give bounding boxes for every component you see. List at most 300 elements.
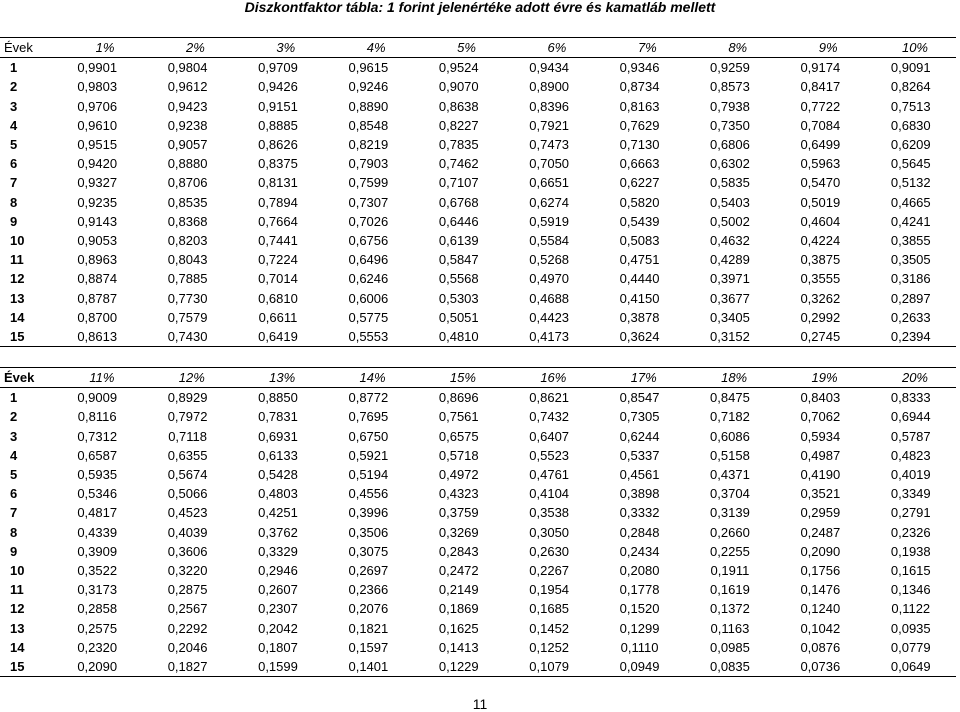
discount-factor-cell: 0,1619	[710, 582, 750, 598]
discount-factor-cell: 0,4810	[438, 328, 479, 344]
table-row	[0, 327, 956, 347]
discount-factor-cell: 0,9009	[77, 390, 118, 406]
discount-factor-cell: 0,3624	[619, 328, 660, 344]
rate-column-header: 9%	[818, 40, 838, 56]
discount-factor-cell: 0,9235	[77, 194, 118, 210]
discount-factor-cell: 0,4632	[710, 232, 750, 248]
discount-factor-cell: 0,6651	[529, 175, 570, 191]
discount-factor-cell: 0,7441	[258, 232, 298, 248]
table-row	[0, 465, 956, 484]
year-cell: 15	[10, 328, 25, 344]
discount-factor-cell: 0,4190	[800, 467, 841, 483]
discount-factor-cell: 0,1615	[890, 562, 931, 578]
rate-column-header: 2%	[185, 40, 205, 56]
discount-factor-cell: 0,5553	[348, 328, 389, 344]
discount-factor-cell: 0,3521	[800, 486, 841, 502]
discount-factor-cell: 0,2394	[890, 328, 931, 344]
discount-factor-cell: 0,4817	[77, 505, 118, 521]
discount-factor-cell: 0,6086	[710, 428, 750, 444]
discount-factor-cell: 0,1413	[438, 639, 479, 655]
discount-factor-cell: 0,3759	[438, 505, 479, 521]
year-cell: 3	[10, 428, 18, 444]
discount-factor-cell: 0,6663	[619, 156, 660, 172]
discount-factor-cell: 0,6587	[77, 447, 118, 463]
discount-factor-cell: 0,8403	[800, 390, 841, 406]
discount-factor-cell: 0,8696	[438, 390, 479, 406]
discount-factor-cell: 0,4688	[529, 290, 570, 306]
discount-factor-cell: 0,7050	[529, 156, 570, 172]
discount-factor-cell: 0,6246	[348, 271, 389, 287]
discount-factor-cell: 0,4104	[529, 486, 570, 502]
table-row	[0, 308, 956, 327]
discount-factor-cell: 0,7894	[258, 194, 298, 210]
discount-factor-cell: 0,0779	[890, 639, 931, 655]
discount-factor-cell: 0,2080	[619, 562, 660, 578]
year-cell: 6	[10, 156, 18, 172]
discount-factor-cell: 0,3505	[890, 252, 931, 268]
table-row	[0, 618, 956, 637]
discount-factor-cell: 0,9610	[77, 117, 118, 133]
discount-factor-cell: 0,1042	[800, 620, 841, 636]
discount-factor-cell: 0,7972	[167, 409, 208, 425]
discount-factor-cell: 0,3898	[619, 486, 660, 502]
discount-factor-cell: 0,9803	[77, 79, 118, 95]
discount-factor-cell: 0,8900	[529, 79, 570, 95]
table-row	[0, 599, 956, 618]
discount-factor-cell: 0,7430	[167, 328, 208, 344]
discount-factor-cell: 0,2843	[438, 543, 479, 559]
discount-factor-cell: 0,9057	[167, 137, 208, 153]
discount-factor-cell: 0,2875	[167, 582, 208, 598]
discount-factor-cell: 0,9423	[167, 98, 208, 114]
year-cell: 12	[10, 271, 25, 287]
discount-factor-cell: 0,8227	[438, 117, 479, 133]
discount-factor-cell: 0,3173	[77, 582, 118, 598]
discount-factor-cell: 0,2487	[800, 524, 841, 540]
discount-factor-cell: 0,3329	[258, 543, 298, 559]
discount-factor-cell: 0,0835	[710, 658, 750, 674]
discount-factor-cell: 0,5002	[710, 213, 750, 229]
discount-factor-cell: 0,8638	[438, 98, 479, 114]
discount-factor-cell: 0,7903	[348, 156, 389, 172]
discount-factor-cell: 0,8573	[710, 79, 750, 95]
discount-factor-cell: 0,5584	[529, 232, 570, 248]
discount-factor-cell: 0,8396	[529, 98, 570, 114]
discount-factor-cell: 0,7885	[167, 271, 208, 287]
discount-factor-cell: 0,5132	[890, 175, 931, 191]
discount-factor-cell: 0,5158	[710, 447, 750, 463]
discount-factor-cell: 0,2255	[710, 543, 750, 559]
discount-factor-cell: 0,2959	[800, 505, 841, 521]
discount-factor-cell: 0,1079	[529, 658, 570, 674]
discount-factor-cell: 0,7224	[258, 252, 298, 268]
discount-factor-cell: 0,4556	[348, 486, 389, 502]
discount-factor-cell: 0,1240	[800, 601, 841, 617]
discount-factor-cell: 0,7432	[529, 409, 570, 425]
discount-factor-cell: 0,2046	[167, 639, 208, 655]
discount-factor-cell: 0,6496	[348, 252, 389, 268]
discount-factor-cell: 0,8890	[348, 98, 389, 114]
discount-factor-cell: 0,5645	[890, 156, 931, 172]
discount-factor-cell: 0,2090	[800, 543, 841, 559]
rate-column-header: 15%	[449, 370, 476, 386]
discount-factor-cell: 0,9612	[167, 79, 208, 95]
table-row	[0, 446, 956, 465]
discount-factor-cell: 0,2992	[800, 309, 841, 325]
discount-factor-cell: 0,6499	[800, 137, 841, 153]
rate-column-header: 1%	[95, 40, 115, 56]
discount-factor-cell: 0,2745	[800, 328, 841, 344]
discount-factor-cell: 0,1299	[619, 620, 660, 636]
rate-column-header: 11%	[89, 370, 115, 386]
year-cell: 9	[10, 543, 18, 559]
discount-factor-cell: 0,2575	[77, 620, 118, 636]
discount-factor-cell: 0,6209	[890, 137, 931, 153]
discount-factor-cell: 0,7084	[800, 117, 841, 133]
discount-factor-cell: 0,3139	[710, 505, 750, 521]
discount-factor-cell: 0,7831	[258, 409, 298, 425]
rate-column-header: 16%	[540, 370, 567, 386]
discount-factor-cell: 0,8264	[890, 79, 931, 95]
discount-factor-cell: 0,2633	[890, 309, 931, 325]
discount-factor-cell: 0,8116	[77, 409, 117, 425]
discount-factor-cell: 0,3606	[167, 543, 208, 559]
discount-factor-cell: 0,9246	[348, 79, 389, 95]
discount-factor-cell: 0,3538	[529, 505, 570, 521]
table-row	[0, 116, 956, 135]
discount-factor-cell: 0,9070	[438, 79, 479, 95]
discount-factor-cell: 0,8885	[258, 117, 298, 133]
discount-factor-cell: 0,2697	[348, 562, 389, 578]
discount-factor-cell: 0,4251	[258, 505, 298, 521]
discount-factor-cell: 0,3677	[710, 290, 750, 306]
table-row	[0, 288, 956, 307]
discount-factor-cell: 0,5921	[348, 447, 389, 463]
discount-factor-cell: 0,3762	[258, 524, 298, 540]
discount-factor-cell: 0,2791	[890, 505, 931, 521]
discount-factor-cell: 0,3269	[438, 524, 479, 540]
rate-column-header: 3%	[276, 40, 296, 56]
discount-factor-cell: 0,7664	[258, 213, 298, 229]
discount-factor-cell: 0,7579	[167, 309, 208, 325]
discount-factor-cell: 0,6830	[890, 117, 931, 133]
rate-column-header: 8%	[728, 40, 748, 56]
discount-factor-cell: 0,9706	[77, 98, 118, 114]
discount-factor-cell: 0,1778	[619, 582, 660, 598]
discount-factor-cell: 0,9901	[77, 60, 118, 76]
discount-factor-cell: 0,3506	[348, 524, 389, 540]
discount-factor-cell: 0,1938	[890, 543, 931, 559]
rate-column-header: 7%	[637, 40, 657, 56]
discount-factor-cell: 0,0985	[710, 639, 750, 655]
discount-factor-cell: 0,7938	[710, 98, 750, 114]
discount-factor-cell: 0,1163	[710, 620, 750, 636]
discount-factor-cell: 0,5268	[529, 252, 570, 268]
discount-factor-cell: 0,1476	[800, 582, 841, 598]
discount-factor-cell: 0,7107	[438, 175, 479, 191]
discount-factor-cell: 0,5303	[438, 290, 479, 306]
discount-factor-cell: 0,1756	[800, 562, 841, 578]
discount-factor-cell: 0,6302	[710, 156, 750, 172]
discount-factor-cell: 0,2149	[438, 582, 479, 598]
discount-factor-cell: 0,3050	[529, 524, 570, 540]
discount-factor-cell: 0,4423	[529, 309, 570, 325]
discount-factor-cell: 0,1954	[529, 582, 570, 598]
discount-factor-cell: 0,3332	[619, 505, 660, 521]
discount-factor-cell: 0,3405	[710, 309, 750, 325]
table-header-row	[0, 368, 956, 388]
discount-factor-cell: 0,5428	[258, 467, 298, 483]
discount-factor-cell: 0,5337	[619, 447, 660, 463]
discount-factor-cell: 0,5194	[348, 467, 389, 483]
discount-factor-cell: 0,6274	[529, 194, 570, 210]
discount-factor-cell: 0,1597	[348, 639, 389, 655]
year-cell: 14	[10, 639, 25, 655]
rate-column-header: 13%	[269, 370, 296, 386]
discount-factor-cell: 0,4150	[619, 290, 660, 306]
discount-factor-cell: 0,3349	[890, 486, 931, 502]
discount-factor-cell: 0,4440	[619, 271, 660, 287]
discount-factor-cell: 0,8706	[167, 175, 208, 191]
discount-factor-cell: 0,7130	[619, 137, 660, 153]
years-column-header: Évek	[4, 370, 35, 386]
discount-factor-cell: 0,8963	[77, 252, 118, 268]
discount-factor-cell: 0,1110	[620, 639, 659, 655]
table-row	[0, 407, 956, 426]
rate-column-header: 17%	[630, 370, 657, 386]
discount-factor-cell: 0,7695	[348, 409, 389, 425]
discount-factor-cell: 0,9053	[77, 232, 118, 248]
table-row	[0, 542, 956, 561]
table-row	[0, 135, 956, 154]
discount-factor-cell: 0,1452	[529, 620, 570, 636]
table-row	[0, 427, 956, 446]
rate-column-header: 5%	[457, 40, 476, 56]
table-row	[0, 561, 956, 580]
discount-factor-cell: 0,7350	[710, 117, 750, 133]
discount-factor-cell: 0,1122	[891, 601, 931, 617]
discount-factor-cell: 0,5835	[710, 175, 750, 191]
discount-factor-cell: 0,2897	[890, 290, 931, 306]
discount-factor-cell: 0,7014	[258, 271, 298, 287]
year-cell: 9	[10, 213, 18, 229]
table-row	[0, 503, 956, 522]
year-cell: 5	[10, 137, 18, 153]
discount-factor-cell: 0,4761	[529, 467, 570, 483]
discount-factor-cell: 0,3875	[800, 252, 841, 268]
discount-factor-cell: 0,6244	[619, 428, 660, 444]
discount-factor-cell: 0,8621	[529, 390, 570, 406]
discount-factor-cell: 0,6407	[529, 428, 570, 444]
discount-factor-cell: 0,4224	[800, 232, 841, 248]
discount-factor-cell: 0,8850	[258, 390, 298, 406]
discount-factor-cell: 0,8874	[77, 271, 118, 287]
discount-factor-cell: 0,5439	[619, 213, 660, 229]
years-column-header: Évek	[4, 40, 33, 56]
discount-factor-cell: 0,8734	[619, 79, 660, 95]
discount-factor-cell: 0,0649	[890, 658, 931, 674]
discount-factor-cell: 0,9709	[258, 60, 298, 76]
discount-factor-cell: 0,7599	[348, 175, 389, 191]
discount-factor-cell: 0,3220	[167, 562, 208, 578]
table-row	[0, 269, 956, 288]
discount-factor-cell: 0,6006	[348, 290, 389, 306]
discount-factor-cell: 0,6611	[258, 309, 298, 325]
discount-factor-cell: 0,8043	[167, 252, 208, 268]
discount-factor-cell: 0,2607	[258, 582, 298, 598]
discount-factor-cell: 0,3555	[800, 271, 841, 287]
discount-factor-cell: 0,7026	[348, 213, 389, 229]
discount-factor-cell: 0,2660	[710, 524, 750, 540]
discount-factor-cell: 0,8535	[167, 194, 208, 210]
discount-factor-cell: 0,8880	[167, 156, 208, 172]
discount-factor-cell: 0,7312	[77, 428, 118, 444]
table-row	[0, 212, 956, 231]
page-title: Diszkontfaktor tábla: 1 forint jelenértéke adott évre és kamatláb mellett	[244, 0, 716, 15]
discount-factor-cell: 0,8929	[167, 390, 208, 406]
year-cell: 2	[10, 409, 18, 425]
discount-factor-cell: 0,7062	[800, 409, 841, 425]
table-row	[0, 250, 956, 269]
discount-factor-cell: 0,2946	[258, 562, 298, 578]
discount-factor-cell: 0,5919	[529, 213, 570, 229]
discount-factor-cell: 0,4019	[890, 467, 931, 483]
discount-factor-cell: 0,6139	[438, 232, 479, 248]
discount-factor-cell: 0,1520	[619, 601, 660, 617]
discount-factor-cell: 0,8613	[77, 328, 118, 344]
discount-factor-cell: 0,4665	[890, 194, 931, 210]
discount-factor-cell: 0,7513	[890, 98, 931, 114]
discount-factor-cell: 0,9615	[348, 60, 389, 76]
discount-factor-cell: 0,8417	[800, 79, 841, 95]
page-number: 11	[472, 696, 488, 712]
discount-factor-cell: 0,4173	[529, 328, 570, 344]
discount-factor-cell: 0,7730	[167, 290, 208, 306]
year-cell: 8	[10, 524, 18, 540]
discount-factor-cell: 0,3075	[348, 543, 389, 559]
year-cell: 7	[10, 505, 18, 521]
discount-factor-cell: 0,7305	[619, 409, 660, 425]
table-row	[0, 58, 956, 78]
discount-factor-cell: 0,6931	[258, 428, 298, 444]
discount-factor-cell: 0,3971	[710, 271, 750, 287]
discount-factor-cell: 0,3152	[710, 328, 750, 344]
discount-factor-cell: 0,5847	[438, 252, 479, 268]
discount-factor-cell: 0,5674	[167, 467, 208, 483]
rate-column-header: 20%	[901, 370, 928, 386]
discount-factor-cell: 0,4604	[800, 213, 841, 229]
discount-factor-cell: 0,2472	[438, 562, 479, 578]
discount-factor-cell: 0,5775	[348, 309, 389, 325]
discount-factor-cell: 0,2090	[77, 658, 118, 674]
year-cell: 4	[10, 447, 18, 463]
discount-factor-cell: 0,4972	[438, 467, 479, 483]
rate-column-header: 18%	[721, 370, 748, 386]
discount-factor-cell: 0,5470	[800, 175, 841, 191]
discount-table-2	[0, 367, 956, 677]
discount-factor-cell: 0,5523	[529, 447, 570, 463]
discount-factor-cell: 0,8375	[258, 156, 298, 172]
year-cell: 8	[10, 194, 18, 210]
table-row	[0, 97, 956, 116]
table-row	[0, 484, 956, 503]
discount-factor-cell: 0,8203	[167, 232, 208, 248]
discount-factor-cell: 0,5820	[619, 194, 660, 210]
discount-factor-cell: 0,2630	[529, 543, 570, 559]
discount-factor-cell: 0,7629	[619, 117, 660, 133]
discount-factor-cell: 0,1401	[348, 658, 389, 674]
table-row	[0, 580, 956, 599]
discount-factor-cell: 0,6756	[348, 232, 389, 248]
discount-factor-cell: 0,1821	[348, 620, 389, 636]
discount-factor-cell: 0,7182	[710, 409, 750, 425]
discount-factor-cell: 0,7921	[529, 117, 570, 133]
discount-factor-cell: 0,6750	[348, 428, 389, 444]
year-cell: 15	[10, 658, 25, 674]
discount-factor-cell: 0,6133	[258, 447, 298, 463]
discount-factor-cell: 0,1807	[258, 639, 298, 655]
discount-factor-cell: 0,8368	[167, 213, 208, 229]
discount-factor-cell: 0,6227	[619, 175, 660, 191]
year-cell: 12	[10, 601, 25, 617]
discount-factor-cell: 0,1252	[529, 639, 570, 655]
discount-factor-cell: 0,8163	[619, 98, 660, 114]
discount-factor-cell: 0,1346	[890, 582, 931, 598]
rate-column-header: 14%	[359, 370, 386, 386]
discount-factor-cell: 0,4339	[77, 524, 118, 540]
discount-factor-cell: 0,2292	[167, 620, 208, 636]
discount-factor-cell: 0,7561	[438, 409, 479, 425]
rate-column-header: 12%	[178, 370, 205, 386]
discount-factor-cell: 0,9434	[529, 60, 570, 76]
table-row	[0, 77, 956, 96]
discount-factor-cell: 0,4523	[167, 505, 208, 521]
discount-factor-cell: 0,3878	[619, 309, 660, 325]
discount-factor-cell: 0,8131	[258, 175, 298, 191]
discount-factor-cell: 0,5963	[800, 156, 841, 172]
table-row	[0, 154, 956, 173]
discount-factor-cell: 0,9143	[77, 213, 118, 229]
discount-factor-cell: 0,1625	[438, 620, 479, 636]
discount-factor-cell: 0,8626	[258, 137, 298, 153]
discount-factor-cell: 0,6419	[258, 328, 298, 344]
discount-factor-cell: 0,4241	[890, 213, 931, 229]
discount-factor-cell: 0,3855	[890, 232, 931, 248]
discount-factor-cell: 0,2076	[348, 601, 389, 617]
year-cell: 4	[10, 117, 18, 133]
discount-factor-cell: 0,4970	[529, 271, 570, 287]
table-row	[0, 173, 956, 192]
discount-factor-cell: 0,5066	[167, 486, 208, 502]
year-cell: 1	[10, 60, 18, 76]
discount-factor-cell: 0,1827	[167, 658, 208, 674]
discount-factor-cell: 0,7118	[168, 428, 207, 444]
discount-factor-cell: 0,5935	[77, 467, 118, 483]
discount-factor-cell: 0,2434	[619, 543, 660, 559]
discount-factor-cell: 0,3909	[77, 543, 118, 559]
discount-factor-cell: 0,6446	[438, 213, 479, 229]
table-row	[0, 523, 956, 542]
discount-factor-cell: 0,9420	[77, 156, 118, 172]
discount-factor-cell: 0,3996	[348, 505, 389, 521]
discount-factor-cell: 0,8548	[348, 117, 389, 133]
year-cell: 1	[10, 390, 18, 406]
year-cell: 6	[10, 486, 18, 502]
discount-factor-cell: 0,4323	[438, 486, 479, 502]
table-row	[0, 388, 956, 408]
discount-factor-cell: 0,5346	[77, 486, 118, 502]
discount-factor-cell: 0,8333	[890, 390, 931, 406]
